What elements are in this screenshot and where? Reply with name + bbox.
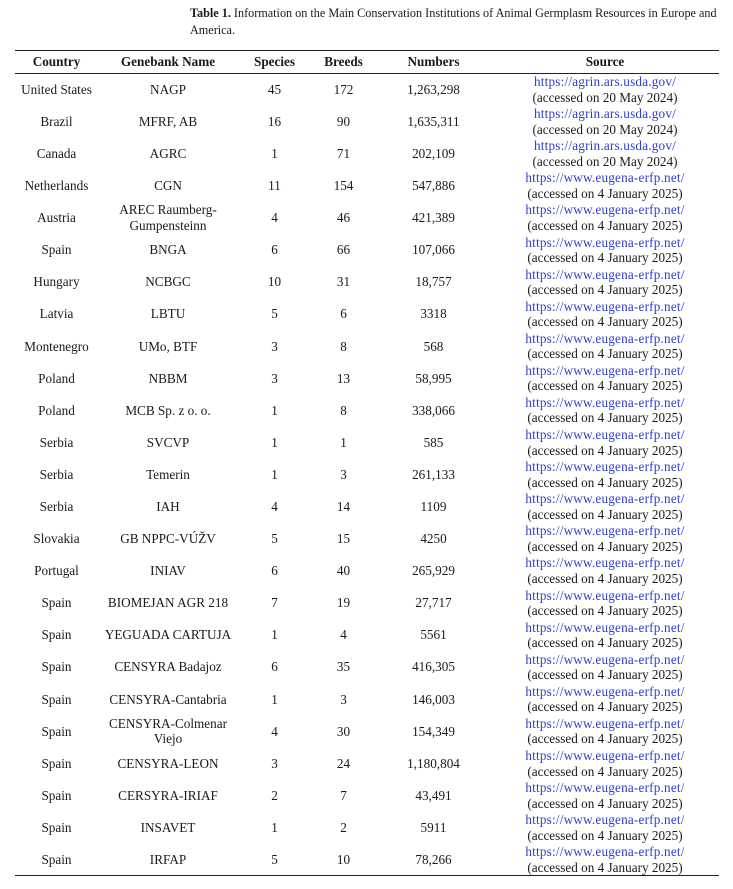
numbers-cell: 58,995 bbox=[415, 370, 452, 386]
numbers-cell: 1109 bbox=[420, 499, 447, 515]
breeds-cell: 154 bbox=[333, 178, 354, 194]
source-cell bbox=[491, 715, 719, 747]
table-row bbox=[15, 266, 719, 298]
source-accessed-note: (accessed on 4 January 2025) bbox=[527, 378, 683, 394]
country-cell: Serbia bbox=[39, 466, 74, 482]
country-cell: Latvia bbox=[39, 306, 74, 322]
numbers-cell: 261,133 bbox=[412, 466, 455, 482]
source-cell bbox=[491, 202, 719, 234]
source-link[interactable]: https://www.eugena-erfp.net/ bbox=[525, 619, 685, 635]
source-cell bbox=[491, 394, 719, 426]
genebank-name-cell: IAH bbox=[156, 499, 180, 515]
source-link[interactable]: https://www.eugena-erfp.net/ bbox=[525, 555, 685, 571]
species-cell: 6 bbox=[271, 563, 278, 579]
breeds-cell: 3 bbox=[340, 466, 347, 482]
source-link[interactable]: https://agrin.ars.usda.gov/ bbox=[533, 138, 677, 154]
breeds-cell: 8 bbox=[340, 338, 347, 354]
source-cell bbox=[491, 362, 719, 394]
source-link[interactable]: https://www.eugena-erfp.net/ bbox=[525, 651, 685, 667]
source-accessed-note: (accessed on 4 January 2025) bbox=[527, 506, 683, 522]
source-link[interactable]: https://www.eugena-erfp.net/ bbox=[525, 812, 685, 828]
source-accessed-note: (accessed on 4 January 2025) bbox=[527, 410, 683, 426]
genebank-name-cell: AGRC bbox=[149, 145, 187, 161]
table-row bbox=[15, 74, 719, 106]
country-cell: Austria bbox=[37, 210, 76, 226]
genebank-name-cell: Temerin bbox=[146, 466, 190, 482]
species-cell: 1 bbox=[271, 434, 278, 450]
numbers-cell: 107,066 bbox=[412, 242, 455, 258]
source-accessed-note: (accessed on 20 May 2024) bbox=[532, 89, 678, 105]
source-link[interactable]: https://www.eugena-erfp.net/ bbox=[525, 748, 685, 764]
breeds-cell: 30 bbox=[336, 723, 351, 739]
genebank-name-cell: SVCVP bbox=[146, 434, 190, 450]
country-cell: Spain bbox=[41, 242, 72, 258]
genebank-name-cell: INSAVET bbox=[140, 819, 196, 835]
breeds-cell: 31 bbox=[336, 274, 351, 290]
country-cell: Slovakia bbox=[33, 531, 80, 547]
species-cell: 5 bbox=[238, 844, 311, 876]
numbers-cell: 4250 bbox=[420, 531, 447, 547]
genebank-name-cell: INIAV bbox=[150, 563, 186, 579]
country-cell: Brazil bbox=[40, 113, 73, 129]
table-row bbox=[15, 491, 719, 523]
source-accessed-note: (accessed on 4 January 2025) bbox=[527, 217, 683, 233]
species-cell: 10 bbox=[267, 274, 282, 290]
source-link[interactable]: https://www.eugena-erfp.net/ bbox=[525, 330, 685, 346]
species-cell: 6 bbox=[271, 659, 278, 675]
country-cell: Spain bbox=[41, 723, 72, 739]
genebank-name-cell: NAGP bbox=[150, 82, 186, 98]
numbers-cell: 547,886 bbox=[412, 178, 455, 194]
genebank-name-cell: NCBGC bbox=[145, 274, 191, 290]
breeds-cell: 172 bbox=[333, 82, 354, 98]
species-cell: 3 bbox=[271, 338, 278, 354]
table-row bbox=[15, 683, 719, 715]
source-cell bbox=[491, 747, 719, 779]
table-row bbox=[15, 651, 719, 683]
source-cell bbox=[491, 812, 719, 844]
table-row bbox=[15, 427, 719, 459]
country-cell: Spain bbox=[41, 787, 72, 803]
genebank-name-cell: CENSYRA Badajoz bbox=[114, 659, 222, 675]
table-row bbox=[15, 555, 719, 587]
species-cell: 3 bbox=[271, 755, 278, 771]
source-cell bbox=[491, 266, 719, 298]
genebank-name-cell: LBTU bbox=[150, 306, 186, 322]
breeds-cell: 46 bbox=[336, 210, 351, 226]
table-row bbox=[15, 394, 719, 426]
source-cell bbox=[491, 651, 719, 683]
source-link[interactable]: https://www.eugena-erfp.net/ bbox=[525, 266, 685, 282]
numbers-cell: 154,349 bbox=[412, 723, 455, 739]
source-cell bbox=[491, 170, 719, 202]
source-cell bbox=[491, 106, 719, 138]
source-cell bbox=[491, 555, 719, 587]
header-country: Country bbox=[15, 51, 98, 74]
numbers-cell: 1,180,804 bbox=[407, 755, 460, 771]
breeds-cell: 13 bbox=[336, 370, 351, 386]
source-cell bbox=[491, 587, 719, 619]
breeds-cell: 66 bbox=[336, 242, 351, 258]
source-cell bbox=[491, 683, 719, 715]
breeds-cell: 15 bbox=[336, 531, 351, 547]
species-cell: 1 bbox=[271, 145, 278, 161]
source-accessed-note: (accessed on 4 January 2025) bbox=[527, 603, 683, 619]
source-link[interactable]: https://www.eugena-erfp.net/ bbox=[525, 202, 685, 218]
breeds-cell: 7 bbox=[340, 787, 347, 803]
species-cell: 1 bbox=[271, 819, 278, 835]
species-cell: 4 bbox=[271, 499, 278, 515]
country-cell: Spain bbox=[41, 691, 72, 707]
genebank-name-cell: CGN bbox=[154, 178, 182, 194]
source-accessed-note: (accessed on 4 January 2025) bbox=[527, 282, 683, 298]
species-cell: 7 bbox=[271, 595, 278, 611]
source-accessed-note: (accessed on 4 January 2025) bbox=[527, 827, 683, 843]
table-row bbox=[15, 234, 719, 266]
species-cell: 1 bbox=[271, 691, 278, 707]
genebank-name-cell: MFRF, AB bbox=[138, 113, 198, 129]
source-link[interactable]: https://www.eugena-erfp.net/ bbox=[525, 491, 685, 507]
numbers-cell: 585 bbox=[423, 434, 444, 450]
country-cell: Poland bbox=[38, 370, 75, 386]
source-link[interactable]: https://www.eugena-erfp.net/ bbox=[525, 298, 685, 314]
source-link[interactable]: https://www.eugena-erfp.net/ bbox=[525, 170, 685, 186]
breeds-cell: 8 bbox=[340, 402, 347, 418]
genebank-name-cell: CERSYRA-IRIAF bbox=[118, 787, 218, 803]
country-cell: Spain bbox=[41, 627, 72, 643]
table-row bbox=[15, 202, 719, 234]
source-link[interactable]: https://www.eugena-erfp.net/ bbox=[525, 459, 685, 475]
species-cell: 1 bbox=[271, 402, 278, 418]
source-accessed-note: (accessed on 4 January 2025) bbox=[527, 635, 683, 651]
breeds-cell: 40 bbox=[336, 563, 351, 579]
source-link[interactable]: https://agrin.ars.usda.gov/ bbox=[533, 106, 677, 122]
table-row bbox=[15, 844, 719, 876]
country-cell: Serbia bbox=[39, 499, 74, 515]
numbers-cell: 568 bbox=[423, 338, 444, 354]
source-accessed-note: (accessed on 20 May 2024) bbox=[532, 121, 678, 137]
numbers-cell: 421,389 bbox=[412, 210, 455, 226]
genebank-name-cell: GB NPPC-VÚŽV bbox=[120, 531, 216, 547]
source-accessed-note: (accessed on 4 January 2025) bbox=[527, 346, 683, 362]
table-row bbox=[15, 587, 719, 619]
table-row bbox=[15, 138, 719, 170]
country-cell: Netherlands bbox=[24, 178, 89, 194]
table-row bbox=[15, 459, 719, 491]
source-link[interactable]: https://www.eugena-erfp.net/ bbox=[525, 715, 685, 731]
source-link[interactable]: https://www.eugena-erfp.net/ bbox=[525, 523, 685, 539]
table-row bbox=[15, 780, 719, 812]
source-accessed-note: (accessed on 4 January 2025) bbox=[527, 570, 683, 586]
source-accessed-note: (accessed on 4 January 2025) bbox=[527, 699, 683, 715]
numbers-cell: 1,635,311 bbox=[407, 113, 460, 129]
header-breeds: Breeds bbox=[311, 51, 376, 74]
table-row bbox=[15, 747, 719, 779]
source-link[interactable]: https://agrin.ars.usda.gov/ bbox=[533, 74, 677, 90]
source-accessed-note: (accessed on 4 January 2025) bbox=[527, 538, 683, 554]
numbers-cell: 1,263,298 bbox=[407, 82, 460, 98]
table-row bbox=[15, 619, 719, 651]
numbers-cell: 265,929 bbox=[412, 563, 455, 579]
table-caption-text: Information on the Main Conservation Institutions of Animal Germplasm Resources in Europe and America. bbox=[190, 6, 717, 37]
numbers-cell: 78,266 bbox=[376, 844, 491, 876]
genebank-name-cell: CENSYRA-LEON bbox=[117, 755, 219, 771]
species-cell: 16 bbox=[267, 113, 282, 129]
country-cell: Hungary bbox=[33, 274, 80, 290]
source-accessed-note: (accessed on 4 January 2025) bbox=[527, 314, 683, 330]
breeds-cell: 24 bbox=[336, 755, 351, 771]
table-row bbox=[15, 298, 719, 330]
species-cell: 4 bbox=[271, 723, 278, 739]
source-accessed-note: (accessed on 4 January 2025) bbox=[527, 859, 683, 875]
header-species: Species bbox=[238, 51, 311, 74]
species-cell: 5 bbox=[271, 306, 278, 322]
numbers-cell: 338,066 bbox=[412, 402, 455, 418]
country-cell: Spain bbox=[41, 659, 72, 675]
source-accessed-note: (accessed on 4 January 2025) bbox=[527, 185, 683, 201]
table-row bbox=[15, 715, 719, 747]
source-accessed-note: (accessed on 4 January 2025) bbox=[527, 731, 683, 747]
country-cell: Spain bbox=[41, 595, 72, 611]
species-cell: 4 bbox=[271, 210, 278, 226]
source-link[interactable]: https://www.eugena-erfp.net/ bbox=[525, 780, 685, 796]
numbers-cell: 416,305 bbox=[412, 659, 455, 675]
species-cell: 6 bbox=[271, 242, 278, 258]
source-accessed-note: (accessed on 4 January 2025) bbox=[527, 250, 683, 266]
breeds-cell: 1 bbox=[340, 434, 347, 450]
source-link[interactable]: https://www.eugena-erfp.net/ bbox=[525, 427, 685, 443]
species-cell: 11 bbox=[268, 178, 281, 194]
genebank-name-cell: YEGUADA CARTUJA bbox=[104, 627, 232, 643]
breeds-cell: 19 bbox=[336, 595, 351, 611]
source-link[interactable]: https://www.eugena-erfp.net/ bbox=[525, 587, 685, 603]
genebank-name-cell: NBBM bbox=[148, 370, 188, 386]
table-caption bbox=[190, 5, 725, 39]
source-link[interactable]: https://www.eugena-erfp.net/ bbox=[525, 844, 685, 860]
source-accessed-note: (accessed on 4 January 2025) bbox=[527, 667, 683, 683]
source-link[interactable]: https://www.eugena-erfp.net/ bbox=[525, 362, 685, 378]
species-cell: 1 bbox=[271, 466, 278, 482]
source-link[interactable]: https://www.eugena-erfp.net/ bbox=[525, 683, 685, 699]
country-cell: Montenegro bbox=[24, 338, 89, 354]
source-cell bbox=[491, 459, 719, 491]
breeds-cell: 90 bbox=[336, 113, 351, 129]
genebank-name-cell: CENSYRA-Cantabria bbox=[109, 691, 227, 707]
table-row bbox=[15, 170, 719, 202]
numbers-cell: 146,003 bbox=[412, 691, 455, 707]
table-row bbox=[15, 106, 719, 138]
table-row bbox=[15, 362, 719, 394]
source-accessed-note: (accessed on 4 January 2025) bbox=[527, 474, 683, 490]
source-link[interactable]: https://www.eugena-erfp.net/ bbox=[525, 394, 685, 410]
numbers-cell: 18,757 bbox=[415, 274, 452, 290]
numbers-cell: 3318 bbox=[420, 306, 447, 322]
numbers-cell: 43,491 bbox=[415, 787, 452, 803]
species-cell: 5 bbox=[271, 531, 278, 547]
source-cell bbox=[491, 844, 719, 876]
country-cell: Poland bbox=[38, 402, 75, 418]
numbers-cell: 5561 bbox=[420, 627, 447, 643]
source-cell bbox=[491, 619, 719, 651]
source-cell bbox=[491, 298, 719, 330]
table-row bbox=[15, 812, 719, 844]
species-cell: 45 bbox=[267, 82, 282, 98]
genebank-name-cell: BIOMEJAN AGR 218 bbox=[107, 595, 229, 611]
genebank-name-cell: AREC Raumberg-Gumpensteinn bbox=[119, 202, 217, 233]
numbers-cell: 5911 bbox=[420, 819, 447, 835]
source-cell bbox=[491, 330, 719, 362]
source-link[interactable]: https://www.eugena-erfp.net/ bbox=[525, 234, 685, 250]
genebank-name-cell: BNGA bbox=[149, 242, 187, 258]
source-accessed-note: (accessed on 20 May 2024) bbox=[532, 153, 678, 169]
genebank-name-cell: MCB Sp. z o. o. bbox=[125, 402, 211, 418]
country-cell: Serbia bbox=[39, 434, 74, 450]
breeds-cell: 10 bbox=[311, 844, 376, 876]
source-cell bbox=[491, 74, 719, 106]
source-cell bbox=[491, 138, 719, 170]
header-genebank-name: Genebank Name bbox=[98, 51, 238, 74]
breeds-cell: 71 bbox=[336, 145, 351, 161]
breeds-cell: 35 bbox=[336, 659, 351, 675]
source-cell bbox=[491, 780, 719, 812]
source-accessed-note: (accessed on 4 January 2025) bbox=[527, 795, 683, 811]
country-cell: Portugal bbox=[34, 563, 79, 579]
country-cell: Spain bbox=[41, 755, 72, 771]
header-source: Source bbox=[491, 51, 719, 74]
numbers-cell: 27,717 bbox=[415, 595, 452, 611]
breeds-cell: 3 bbox=[340, 691, 347, 707]
country-cell: United States bbox=[21, 82, 92, 98]
genebank-name-cell: UMo, BTF bbox=[138, 338, 198, 354]
source-cell bbox=[491, 491, 719, 523]
source-cell bbox=[491, 234, 719, 266]
data-table bbox=[15, 50, 719, 876]
genebank-name-cell: IRFAP bbox=[98, 844, 238, 876]
country-cell: Spain bbox=[15, 844, 98, 876]
source-cell bbox=[491, 427, 719, 459]
breeds-cell: 6 bbox=[340, 306, 347, 322]
species-cell: 1 bbox=[271, 627, 278, 643]
breeds-cell: 4 bbox=[340, 627, 347, 643]
table-caption-label: Table 1. bbox=[190, 6, 231, 20]
country-cell: Canada bbox=[36, 145, 77, 161]
source-accessed-note: (accessed on 4 January 2025) bbox=[527, 763, 683, 779]
source-cell bbox=[491, 523, 719, 555]
species-cell: 3 bbox=[271, 370, 278, 386]
breeds-cell: 14 bbox=[336, 499, 351, 515]
table-header-row bbox=[15, 51, 719, 74]
genebank-name-cell: CENSYRA-Colmenar Viejo bbox=[109, 715, 227, 747]
numbers-cell: 202,109 bbox=[412, 145, 455, 161]
table-row bbox=[15, 330, 719, 362]
table-row bbox=[15, 523, 719, 555]
breeds-cell: 2 bbox=[340, 819, 347, 835]
species-cell: 2 bbox=[271, 787, 278, 803]
country-cell: Spain bbox=[41, 819, 72, 835]
source-accessed-note: (accessed on 4 January 2025) bbox=[527, 442, 683, 458]
header-numbers: Numbers bbox=[376, 51, 491, 74]
